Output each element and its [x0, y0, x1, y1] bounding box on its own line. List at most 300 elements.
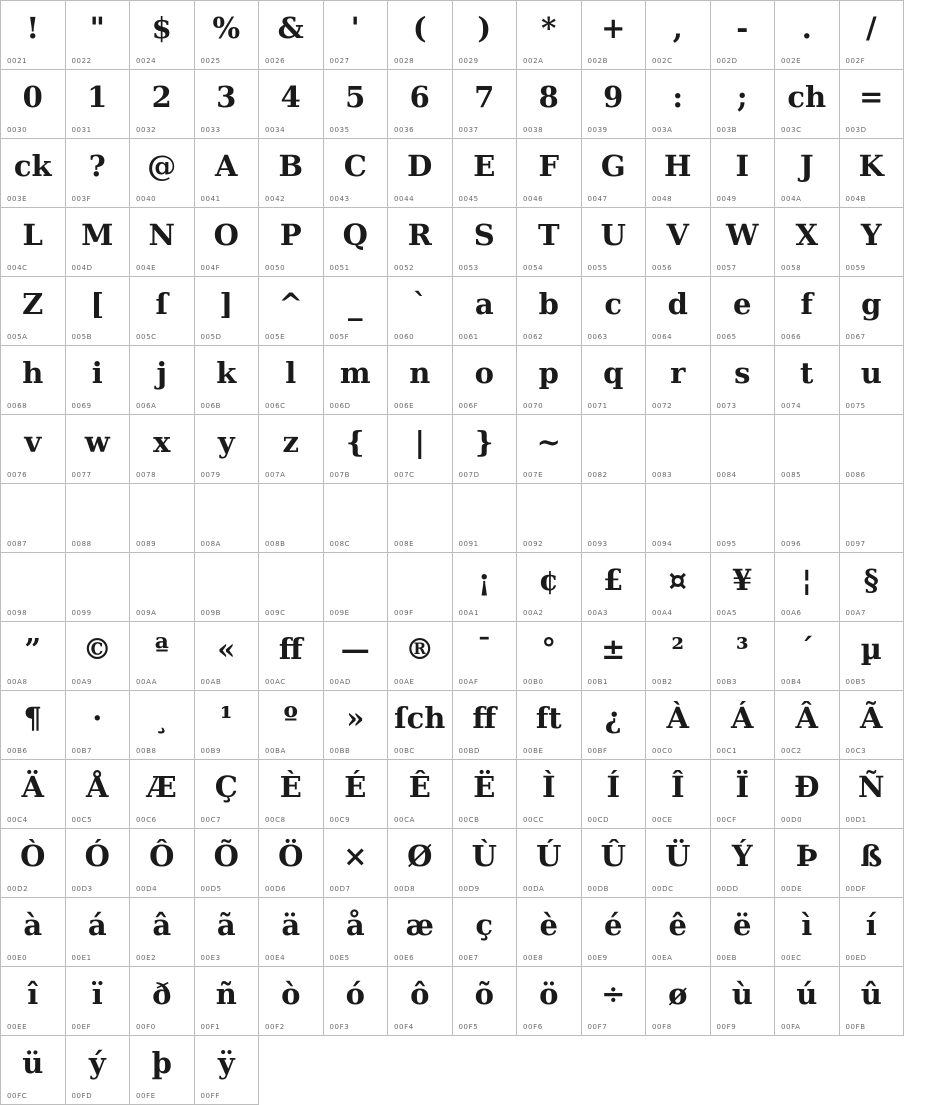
- glyph-cell[interactable]: [1, 691, 66, 760]
- glyph-cell[interactable]: [775, 346, 840, 415]
- glyph-cell[interactable]: [711, 553, 776, 622]
- glyph-cell[interactable]: [646, 70, 711, 139]
- glyph-cell[interactable]: [453, 622, 518, 691]
- glyph-cell[interactable]: [646, 277, 711, 346]
- glyph-cell[interactable]: [840, 829, 905, 898]
- glyph-codepoint: 008C: [329, 540, 351, 548]
- glyph-cell[interactable]: [517, 484, 582, 553]
- glyph-cell[interactable]: [711, 691, 776, 760]
- glyph-character: [388, 557, 452, 603]
- glyph-cell[interactable]: [453, 415, 518, 484]
- glyph-character: b: [538, 287, 559, 321]
- glyph-cell[interactable]: [1, 415, 66, 484]
- glyph-cell[interactable]: [195, 1036, 260, 1105]
- glyph-cell[interactable]: [388, 415, 453, 484]
- glyph-cell[interactable]: [388, 622, 453, 691]
- glyph-cell[interactable]: [259, 760, 324, 829]
- glyph-cell[interactable]: [195, 208, 260, 277]
- glyph-character: ': [350, 11, 360, 45]
- glyph-cell[interactable]: [259, 208, 324, 277]
- glyph-cell[interactable]: [840, 760, 905, 829]
- glyph-cell[interactable]: [517, 139, 582, 208]
- glyph-character: Ä: [21, 770, 44, 804]
- glyph-character: K: [858, 149, 884, 183]
- glyph-cell[interactable]: [582, 760, 647, 829]
- glyph-cell[interactable]: [388, 139, 453, 208]
- glyph-character: ¥: [732, 563, 753, 597]
- glyph-cell[interactable]: [66, 139, 131, 208]
- glyph-cell[interactable]: [775, 277, 840, 346]
- glyph-character: ý: [88, 1046, 106, 1080]
- glyph-codepoint: 00BA: [265, 747, 286, 755]
- glyph-cell[interactable]: [324, 208, 389, 277]
- glyph-cell[interactable]: [775, 1, 840, 70]
- glyph-cell[interactable]: [324, 553, 389, 622]
- glyph-cell[interactable]: [646, 484, 711, 553]
- glyph-cell[interactable]: [711, 622, 776, 691]
- glyph-cell[interactable]: [1, 760, 66, 829]
- glyph-cell[interactable]: [259, 1, 324, 70]
- glyph-cell[interactable]: [711, 760, 776, 829]
- glyph-codepoint: 0043: [329, 195, 350, 203]
- glyph-cell[interactable]: [840, 415, 905, 484]
- glyph-cell[interactable]: [646, 967, 711, 1036]
- glyph-cell[interactable]: [453, 553, 518, 622]
- glyph-character: º: [283, 701, 298, 735]
- glyph-cell[interactable]: [66, 277, 131, 346]
- glyph-codepoint: 00B9: [200, 747, 222, 755]
- glyph-codepoint: 00F0: [136, 1023, 156, 1031]
- glyph-cell[interactable]: [453, 139, 518, 208]
- glyph-codepoint: 0038: [523, 126, 544, 134]
- glyph-cell[interactable]: [775, 691, 840, 760]
- glyph-cell[interactable]: [195, 415, 260, 484]
- glyph-codepoint: 0025: [200, 57, 221, 65]
- glyph-codepoint: 009A: [136, 609, 157, 617]
- glyph-cell[interactable]: [453, 967, 518, 1036]
- glyph-cell[interactable]: [840, 1, 905, 70]
- glyph-cell[interactable]: [1, 898, 66, 967]
- glyph-cell[interactable]: [711, 70, 776, 139]
- glyph-cell[interactable]: [66, 415, 131, 484]
- glyph-character: ): [477, 11, 492, 45]
- glyph-codepoint: 008B: [265, 540, 286, 548]
- glyph-cell[interactable]: [388, 346, 453, 415]
- glyph-cell[interactable]: [259, 139, 324, 208]
- glyph-cell[interactable]: [130, 70, 195, 139]
- glyph-cell[interactable]: [195, 346, 260, 415]
- glyph-character: N: [148, 218, 175, 252]
- glyph-cell[interactable]: [195, 760, 260, 829]
- glyph-cell[interactable]: [840, 484, 905, 553]
- glyph-cell[interactable]: [259, 553, 324, 622]
- glyph-cell[interactable]: [711, 415, 776, 484]
- glyph-cell[interactable]: [1, 70, 66, 139]
- glyph-cell[interactable]: [582, 898, 647, 967]
- glyph-character: ×: [343, 839, 368, 873]
- glyph-cell[interactable]: [517, 829, 582, 898]
- glyph-character: Ê: [408, 770, 431, 804]
- glyph-cell[interactable]: [66, 1036, 131, 1105]
- glyph-character: j: [156, 356, 167, 390]
- glyph-cell[interactable]: [840, 346, 905, 415]
- glyph-cell[interactable]: [840, 70, 905, 139]
- glyph-cell[interactable]: [195, 691, 260, 760]
- glyph-character: û: [860, 977, 882, 1011]
- glyph-cell[interactable]: [388, 898, 453, 967]
- glyph-cell[interactable]: [711, 967, 776, 1036]
- glyph-cell[interactable]: [646, 622, 711, 691]
- glyph-cell[interactable]: [66, 967, 131, 1036]
- glyph-cell[interactable]: [66, 553, 131, 622]
- glyph-cell[interactable]: [840, 622, 905, 691]
- glyph-cell[interactable]: [259, 484, 324, 553]
- glyph-character: [: [90, 287, 105, 321]
- glyph-cell[interactable]: [130, 277, 195, 346]
- glyph-cell[interactable]: [195, 553, 260, 622]
- glyph-cell[interactable]: [66, 346, 131, 415]
- glyph-cell[interactable]: [582, 691, 647, 760]
- glyph-cell[interactable]: [582, 208, 647, 277]
- glyph-cell[interactable]: [259, 898, 324, 967]
- glyph-cell[interactable]: [66, 691, 131, 760]
- glyph-cell[interactable]: [840, 553, 905, 622]
- glyph-cell[interactable]: [130, 691, 195, 760]
- glyph-codepoint: 0029: [458, 57, 479, 65]
- glyph-cell[interactable]: [775, 622, 840, 691]
- glyph-cell[interactable]: [1, 484, 66, 553]
- glyph-cell[interactable]: [711, 829, 776, 898]
- glyph-cell[interactable]: [1, 622, 66, 691]
- glyph-character: M: [81, 218, 114, 252]
- glyph-cell[interactable]: [711, 484, 776, 553]
- glyph-cell[interactable]: [66, 208, 131, 277]
- glyph-codepoint: 004E: [136, 264, 157, 272]
- glyph-character: ´: [799, 632, 814, 666]
- glyph-cell[interactable]: [1, 1036, 66, 1105]
- glyph-cell[interactable]: [324, 277, 389, 346]
- glyph-cell[interactable]: [324, 691, 389, 760]
- glyph-cell[interactable]: [582, 346, 647, 415]
- glyph-cell[interactable]: [195, 70, 260, 139]
- glyph-cell[interactable]: [1, 1, 66, 70]
- glyph-cell[interactable]: [259, 622, 324, 691]
- glyph-codepoint: 0040: [136, 195, 157, 203]
- glyph-cell[interactable]: [646, 760, 711, 829]
- glyph-cell[interactable]: [646, 208, 711, 277]
- glyph-character: ſ: [155, 287, 168, 321]
- glyph-cell[interactable]: [66, 70, 131, 139]
- glyph-codepoint: 0063: [587, 333, 608, 341]
- glyph-cell[interactable]: [66, 622, 131, 691]
- glyph-cell[interactable]: [582, 967, 647, 1036]
- glyph-cell[interactable]: [195, 139, 260, 208]
- glyph-cell[interactable]: [453, 1, 518, 70]
- glyph-character: Ö: [278, 839, 304, 873]
- glyph-cell[interactable]: [130, 829, 195, 898]
- glyph-cell[interactable]: [324, 829, 389, 898]
- glyph-cell[interactable]: [453, 829, 518, 898]
- glyph-cell[interactable]: [324, 1, 389, 70]
- glyph-cell[interactable]: [517, 1, 582, 70]
- glyph-cell[interactable]: [130, 346, 195, 415]
- glyph-codepoint: 00FC: [7, 1092, 28, 1100]
- glyph-cell[interactable]: [453, 277, 518, 346]
- glyph-codepoint: 00E3: [200, 954, 221, 962]
- glyph-cell[interactable]: [711, 277, 776, 346]
- glyph-cell[interactable]: [388, 277, 453, 346]
- glyph-cell[interactable]: [646, 691, 711, 760]
- glyph-character: Ã: [859, 701, 883, 735]
- glyph-cell[interactable]: [840, 691, 905, 760]
- glyph-cell[interactable]: [582, 70, 647, 139]
- glyph-cell[interactable]: [646, 415, 711, 484]
- glyph-character: ß: [860, 839, 883, 873]
- glyph-codepoint: 00DB: [587, 885, 609, 893]
- glyph-codepoint: 00EF: [71, 1023, 92, 1031]
- glyph-cell[interactable]: [711, 1, 776, 70]
- glyph-cell[interactable]: [775, 415, 840, 484]
- glyph-character: [646, 488, 710, 534]
- glyph-character: x: [153, 425, 171, 459]
- glyph-cell[interactable]: [388, 208, 453, 277]
- glyph-cell[interactable]: [840, 277, 905, 346]
- glyph-cell[interactable]: [195, 898, 260, 967]
- glyph-cell[interactable]: [388, 967, 453, 1036]
- glyph-character: ¯: [477, 632, 492, 666]
- glyph-character: Æ: [146, 770, 177, 804]
- glyph-cell[interactable]: [195, 829, 260, 898]
- glyph-cell[interactable]: [646, 553, 711, 622]
- glyph-cell[interactable]: [775, 553, 840, 622]
- glyph-cell[interactable]: [1, 553, 66, 622]
- glyph-cell[interactable]: [1, 139, 66, 208]
- glyph-cell[interactable]: [840, 898, 905, 967]
- glyph-cell[interactable]: [259, 415, 324, 484]
- glyph-cell[interactable]: [195, 622, 260, 691]
- glyph-character: a: [474, 287, 494, 321]
- glyph-codepoint: 0079: [200, 471, 221, 479]
- glyph-character: W: [725, 218, 759, 252]
- glyph-cell[interactable]: [775, 898, 840, 967]
- glyph-cell[interactable]: [775, 967, 840, 1036]
- glyph-cell[interactable]: [130, 622, 195, 691]
- glyph-cell[interactable]: [582, 415, 647, 484]
- glyph-cell[interactable]: [130, 553, 195, 622]
- glyph-cell[interactable]: [388, 553, 453, 622]
- glyph-cell[interactable]: [840, 967, 905, 1036]
- glyph-character: Ô: [149, 839, 175, 873]
- glyph-character: Q: [342, 218, 368, 252]
- glyph-cell[interactable]: [259, 691, 324, 760]
- glyph-cell[interactable]: [1, 829, 66, 898]
- glyph-character: ſch: [394, 701, 446, 735]
- glyph-cell[interactable]: [130, 139, 195, 208]
- glyph-cell[interactable]: [388, 70, 453, 139]
- glyph-cell[interactable]: [1, 967, 66, 1036]
- glyph-cell[interactable]: [517, 415, 582, 484]
- glyph-codepoint: 00B7: [71, 747, 93, 755]
- glyph-cell[interactable]: [453, 346, 518, 415]
- glyph-cell[interactable]: [259, 346, 324, 415]
- glyph-cell[interactable]: [517, 553, 582, 622]
- glyph-character: [840, 419, 904, 465]
- glyph-cell[interactable]: [324, 484, 389, 553]
- glyph-cell[interactable]: [582, 277, 647, 346]
- glyph-cell[interactable]: [388, 484, 453, 553]
- glyph-character: ð: [152, 977, 172, 1011]
- glyph-cell[interactable]: [646, 139, 711, 208]
- glyph-character: !: [26, 11, 40, 45]
- glyph-cell[interactable]: [259, 70, 324, 139]
- glyph-cell[interactable]: [775, 829, 840, 898]
- glyph-character: Î: [670, 770, 685, 804]
- glyph-cell[interactable]: [130, 898, 195, 967]
- glyph-character: ”: [24, 632, 42, 666]
- glyph-cell[interactable]: [324, 415, 389, 484]
- glyph-cell[interactable]: [453, 70, 518, 139]
- glyph-cell[interactable]: [259, 829, 324, 898]
- glyph-cell[interactable]: [517, 346, 582, 415]
- glyph-cell[interactable]: [646, 898, 711, 967]
- glyph-cell[interactable]: [711, 346, 776, 415]
- glyph-codepoint: 009E: [329, 609, 350, 617]
- glyph-cell[interactable]: [66, 484, 131, 553]
- glyph-cell[interactable]: [388, 1, 453, 70]
- glyph-codepoint: 003F: [71, 195, 92, 203]
- glyph-character: Ñ: [857, 770, 885, 804]
- glyph-cell[interactable]: [1, 277, 66, 346]
- glyph-codepoint: 0060: [394, 333, 415, 341]
- glyph-character: ï: [91, 977, 103, 1011]
- glyph-cell[interactable]: [775, 139, 840, 208]
- glyph-character: [711, 419, 775, 465]
- glyph-cell[interactable]: [517, 967, 582, 1036]
- glyph-cell[interactable]: [130, 760, 195, 829]
- glyph-cell[interactable]: [517, 70, 582, 139]
- glyph-cell[interactable]: [453, 208, 518, 277]
- glyph-character: ;: [736, 80, 748, 114]
- glyph-cell[interactable]: [840, 208, 905, 277]
- glyph-character: ]: [219, 287, 234, 321]
- glyph-character: Ó: [84, 839, 110, 873]
- glyph-cell[interactable]: [453, 898, 518, 967]
- glyph-cell[interactable]: [646, 829, 711, 898]
- glyph-cell[interactable]: [582, 1, 647, 70]
- glyph-cell[interactable]: [453, 760, 518, 829]
- glyph-cell[interactable]: [195, 967, 260, 1036]
- glyph-cell[interactable]: [66, 1, 131, 70]
- glyph-cell[interactable]: [1, 346, 66, 415]
- glyph-cell[interactable]: [324, 967, 389, 1036]
- glyph-codepoint: 00F1: [200, 1023, 221, 1031]
- glyph-cell[interactable]: [324, 139, 389, 208]
- glyph-cell[interactable]: [195, 277, 260, 346]
- glyph-cell[interactable]: [195, 1, 260, 70]
- glyph-cell[interactable]: [517, 208, 582, 277]
- glyph-cell[interactable]: [517, 898, 582, 967]
- glyph-codepoint: 00B5: [845, 678, 867, 686]
- glyph-cell[interactable]: [582, 553, 647, 622]
- glyph-cell[interactable]: [775, 208, 840, 277]
- glyph-codepoint: 0056: [652, 264, 673, 272]
- glyph-cell[interactable]: [130, 1, 195, 70]
- glyph-cell[interactable]: [66, 898, 131, 967]
- glyph-character: ö: [539, 977, 559, 1011]
- glyph-cell[interactable]: [388, 760, 453, 829]
- glyph-cell[interactable]: [711, 898, 776, 967]
- glyph-codepoint: 00EB: [716, 954, 738, 962]
- glyph-codepoint: 0071: [587, 402, 608, 410]
- glyph-cell[interactable]: [775, 760, 840, 829]
- glyph-cell[interactable]: [517, 277, 582, 346]
- glyph-cell[interactable]: [582, 622, 647, 691]
- glyph-cell[interactable]: [711, 208, 776, 277]
- glyph-cell[interactable]: [582, 484, 647, 553]
- glyph-cell[interactable]: [130, 415, 195, 484]
- glyph-cell[interactable]: [517, 622, 582, 691]
- glyph-cell[interactable]: [130, 1036, 195, 1105]
- glyph-cell[interactable]: [775, 484, 840, 553]
- glyph-cell[interactable]: [259, 967, 324, 1036]
- glyph-codepoint: 005F: [329, 333, 350, 341]
- glyph-cell[interactable]: [711, 139, 776, 208]
- glyph-cell[interactable]: [388, 829, 453, 898]
- glyph-character: _: [348, 287, 363, 321]
- glyph-codepoint: 0087: [7, 540, 28, 548]
- glyph-cell[interactable]: [324, 760, 389, 829]
- glyph-cell[interactable]: [130, 967, 195, 1036]
- glyph-codepoint: 0021: [7, 57, 28, 65]
- glyph-character: m: [339, 356, 371, 390]
- glyph-cell[interactable]: [66, 760, 131, 829]
- glyph-character: ó: [345, 977, 365, 1011]
- glyph-cell[interactable]: [130, 484, 195, 553]
- glyph-cell[interactable]: [517, 760, 582, 829]
- glyph-cell[interactable]: [1, 208, 66, 277]
- glyph-cell[interactable]: [453, 691, 518, 760]
- glyph-character: §: [863, 563, 879, 597]
- glyph-cell[interactable]: [517, 691, 582, 760]
- glyph-codepoint: 00AD: [329, 678, 351, 686]
- glyph-cell[interactable]: [453, 484, 518, 553]
- glyph-codepoint: 004B: [845, 195, 867, 203]
- glyph-cell[interactable]: [66, 829, 131, 898]
- glyph-cell[interactable]: [324, 346, 389, 415]
- glyph-cell[interactable]: [775, 70, 840, 139]
- glyph-cell[interactable]: [324, 898, 389, 967]
- glyph-codepoint: 00AA: [136, 678, 158, 686]
- glyph-codepoint: 005A: [7, 333, 28, 341]
- glyph-character: S: [473, 218, 495, 252]
- glyph-character: Ë: [473, 770, 496, 804]
- glyph-cell[interactable]: [840, 139, 905, 208]
- glyph-cell[interactable]: [646, 346, 711, 415]
- glyph-cell[interactable]: [388, 691, 453, 760]
- glyph-cell[interactable]: [324, 622, 389, 691]
- glyph-cell[interactable]: [195, 484, 260, 553]
- glyph-cell[interactable]: [646, 1, 711, 70]
- glyph-cell[interactable]: [582, 829, 647, 898]
- glyph-codepoint: 00C8: [265, 816, 286, 824]
- glyph-cell[interactable]: [582, 139, 647, 208]
- glyph-cell[interactable]: [130, 208, 195, 277]
- glyph-cell[interactable]: [324, 70, 389, 139]
- glyph-character: Y: [860, 218, 882, 252]
- glyph-codepoint: 00A9: [71, 678, 93, 686]
- glyph-cell[interactable]: [259, 277, 324, 346]
- glyph-character: ª: [154, 632, 169, 666]
